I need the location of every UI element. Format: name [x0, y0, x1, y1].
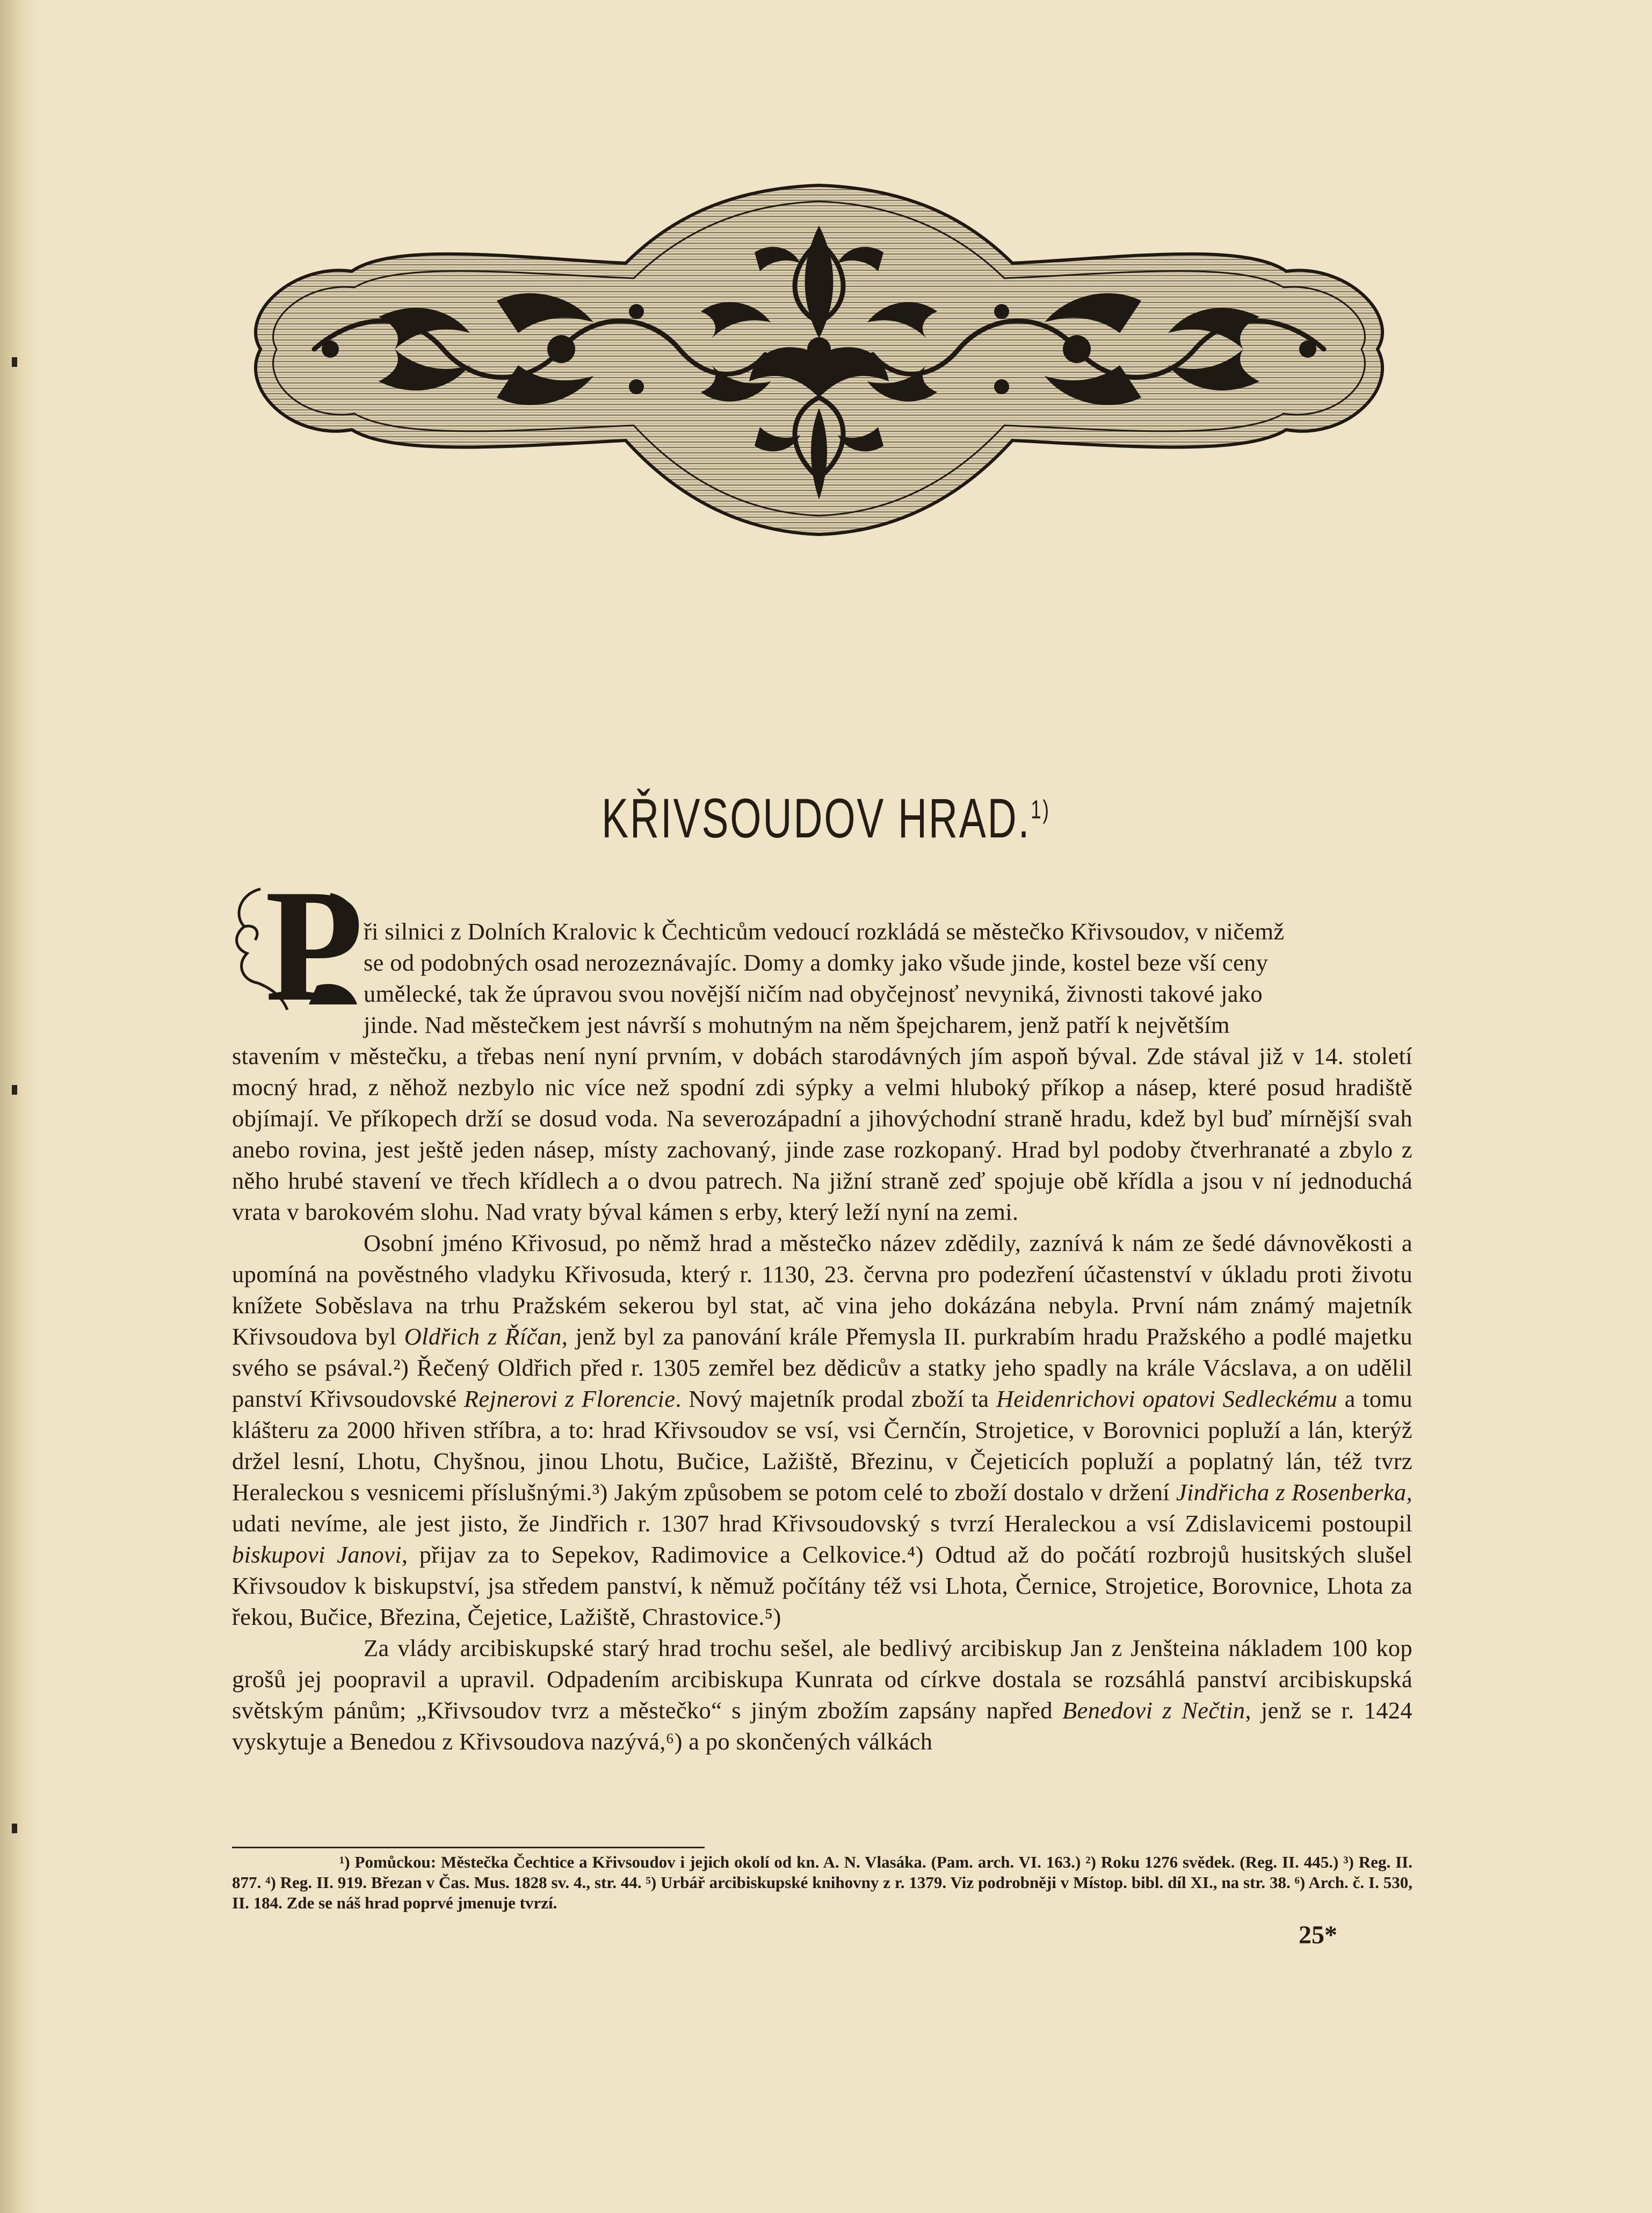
gutter-mark [12, 357, 17, 367]
page-number: 25* [1299, 1921, 1337, 1949]
text-line: umělecké, tak že úpravou svou novější ničím nad obyčejnosť nevyniká, živnosti takové jako [364, 980, 1263, 1007]
person-name: Oldřich z Říčan [404, 1323, 562, 1350]
person-name: Heidenrichovi opatovi Sedleckému [996, 1385, 1338, 1412]
footnote-divider [232, 1847, 705, 1848]
article-title: KŘIVSOUDOV HRAD.$^{1)}$ [602, 787, 1050, 850]
text-line: se od podobných osad nerozeznávajíc. Domy a domky jako všude jinde, kostel beze vší ceny [364, 949, 1269, 976]
person-name: biskupovi Janovi [232, 1541, 402, 1568]
title-footnote-ref: 1) [1031, 795, 1050, 825]
gutter-mark [12, 1824, 17, 1833]
person-name: Jindřicha z Rosenberka, [1176, 1479, 1412, 1506]
article-body [232, 916, 1412, 1757]
footnotes [232, 1852, 1412, 1913]
header-ornament [218, 177, 1421, 580]
person-name: Rejnerovi z Florencie [463, 1385, 676, 1412]
paragraph-1-wrapped-lines [232, 916, 1412, 1040]
paragraph-3: Za vlády arcibiskupské starý hrad trochu sešel, ale bedlivý arcibiskup Jan z Jenšteina nákladem 100 kop grošů jej poopravil a upravil. Odpadením arcibiskupa Kunrata od církve dostala se rozsáhlá panství arcibiskupská světským pánům; „Křivsoudov tvrz a městečko“ s jiným zbožím zapsány napřed Benedovi z Nečtin, jenž se r. 1424 vyskytuje a Benedou z Křivsoudova nazývá,⁶) a po skončených válkách [232, 1635, 1412, 1755]
paragraph-1: stavením v městečku, a třebas není nyní prvním, v dobách starodávných jím aspoň býval. Zde stával již v 14. století mocný hrad, z něhož nezbylo nic více než spodní zdi sýpky a velmi hluboký příkop a násep, které posud hradiště objímají. Ve příkopech drží se dosud voda. Na severozápadní a jihovýchodní straně hradu, kdež byl buď mírnější svah anebo rovina, jest ještě jeden násep, místy zachovaný, jinde zase rozkopaný. Hrad byl podoby čtverhranaté a zbylo z něho hrubé stavení ve třech křídlech a o dvou patrech. Na jižní straně zeď spojuje obě křídla a jsou v ní jednoduchá vrata v barokovém slohu. Nad vraty býval kámen s erby, který leží nyní na zemi. [232, 1043, 1412, 1225]
person-name: Benedovi z Nečtin [1062, 1697, 1245, 1724]
drop-cap-letter: P [265, 856, 364, 1035]
footnote-text: ¹) Pomůckou: Městečka Čechtice a Křivsoudov i jejich okolí od kn. A. N. Vlasáka. (Pam. arch. VI. 163.) ²) Roku 1276 svědek. (Reg. II. 445.) ³) Reg. II. 877. ⁴) Reg. II. 919. Březan v Čas. Mus. 1828 sv. 4., str. 44. ⁵) Urbář arcibiskupské knihovny z r. 1379. Viz podrobněji v Místop. bibl. díl XI., na str. 38. ⁶) Arch. č. I. 530, II. 184. Zde se náš hrad poprvé jmenuje tvrzí. [232, 1853, 1412, 1912]
text-line: jinde. Nad městečkem jest návrší s mohutným na něm špejcharem, jenž patří k největším [364, 1011, 1230, 1038]
gutter-mark [12, 1085, 17, 1095]
paragraph-2: Osobní jméno Křivosud, po němž hrad a městečko název zdědily, zaznívá k nám ze šedé dávnověkosti a upomíná na pověstného vladyku Křivosuda, který r. 1130, 23. června pro podezření účastenství v úkladu proti životu knížete Soběslava na trhu Pražském sekerou byl stat, ač vina jeho dokázána nebyla. První nám známý majetník Křivsoudova byl Oldřich z Říčan, jenž byl za panování krále Přemysla II. purkrabím hradu Pražského a podlé majetku svého se psával.²) Řečený Oldřich před r. 1305 zemřel bez dědicův a statky jeho spadly na krále Vácslava, a on udělil panství Křivsoudovské Rejnerovi z Florencie. Nový majetník prodal zboží ta Heidenrichovi opatovi Sedleckému a tomu klášteru za 2000 hřiven stříbra, a to: hrad Křivsoudov se vsí, vsi Černčín, Strojetice, v Borovnici popluží a lán, kterýž držel lesní, Lhotu, Chyšnou, jinou Lhotu, Bučice, Lažiště, Březinu, v Čejeticích popluží a poplatný lán, též tvrz Heraleckou s vesnicemi příslušnými.³) Jakým způsobem se potom celé to zboží dostalo v držení Jindřicha z Rosenberka, udati nevíme, ale jest jisto, že Jindřich r. 1307 hrad Křivsoudovský s tvrzí Heraleckou a vsí Zdislavicemi postoupil biskupovi Janovi, přijav za to Sepekov, Radimovice a Celkovice.⁴) Odtud až do počátí rozbrojů husitských slušel Křivsoudov k biskupství, jsa středem panství, k němuž počítány též vsi Lhota, Černice, Strojetice, Borovnice, Lhota za řekou, Bučice, Březina, Čejetice, Lažiště, Chrastovice.⁵) [232, 1230, 1413, 1630]
text-line: ři silnici z Dolních Kralovic k Čechticům vedoucí rozkládá se městečko Křivsoudov, v ničemž [364, 918, 1285, 945]
page-gutter-shadow [0, 0, 38, 2213]
